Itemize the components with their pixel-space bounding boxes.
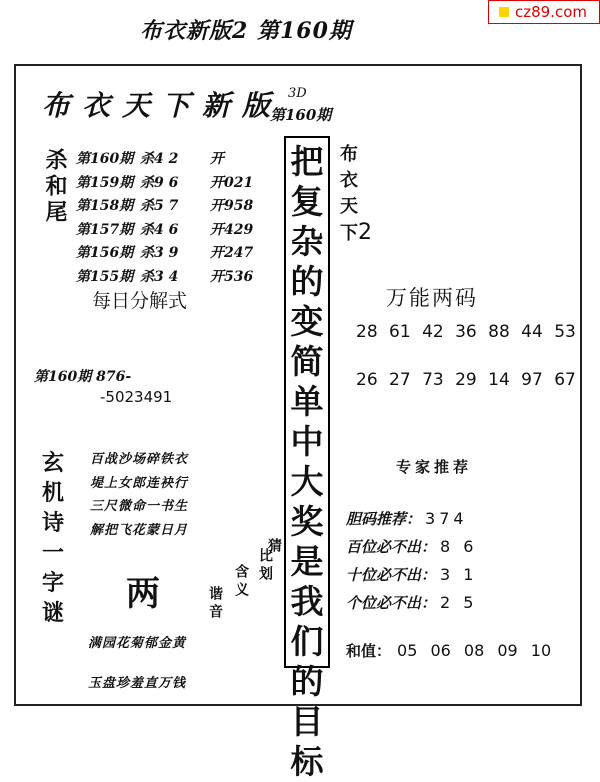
row-open: 开429: [210, 221, 254, 238]
slogan-char: 是: [290, 542, 324, 581]
hundreds-exclude: [346, 536, 477, 557]
slogan-char: 们: [290, 622, 324, 661]
bai-label: 百位必不出：: [346, 538, 437, 556]
side-brand-char: 布: [340, 144, 358, 165]
daily-breakdown-title: 每日分解式: [92, 290, 188, 312]
page-title: 布衣新版2 第160期: [140, 18, 352, 44]
riddle-bottom-line2: 玉盘珍羞直万钱: [88, 676, 187, 691]
riddle-hint: 比划: [257, 548, 273, 584]
hezhi-label: 和值：: [346, 642, 392, 660]
slogan-char: 标: [290, 742, 324, 781]
shi-label: 十位必不出：: [346, 566, 437, 584]
expert-title: 专家推荐: [396, 458, 473, 476]
units-exclude: [346, 592, 477, 613]
dan-recommend: [346, 508, 468, 529]
logo-square-icon: [499, 7, 509, 17]
riddle-hint: 猜: [266, 538, 282, 556]
ge-value: 2 5: [440, 593, 478, 612]
row-issue: 第157期: [76, 221, 134, 238]
sum-values: [346, 640, 551, 661]
poem-line: 百战沙场碎铁衣: [90, 452, 189, 467]
two-codes-row1: 28 61 42 36 88 44 53: [356, 322, 576, 342]
slogan-char: 简: [290, 342, 324, 381]
row-kill: 杀4 2: [140, 151, 179, 167]
hezhi-value: 05 06 08 09 10: [397, 641, 552, 660]
poem-line: 三尺微命一书生: [90, 499, 189, 514]
center-slogan-box: [284, 136, 330, 781]
table-row: [76, 148, 253, 172]
poem-line: 堤上女郎连袂行: [90, 475, 189, 491]
riddle-hint: 含义: [233, 564, 249, 600]
tens-exclude: [346, 564, 477, 585]
issue-number: 第160期: [270, 106, 332, 124]
table-row: [76, 219, 253, 243]
kill-tail-table: [76, 148, 253, 289]
row-kill: 杀3 9: [140, 245, 179, 261]
row-open: 开958: [210, 198, 254, 214]
side-brand-number: 2: [358, 220, 372, 245]
slogan-char: 复: [290, 182, 324, 221]
ge-label: 个位必不出：: [346, 594, 437, 612]
row-kill: 杀3 4: [140, 268, 179, 285]
row-issue: 第156期: [76, 245, 134, 261]
slogan-char: 我: [290, 582, 324, 621]
riddle-hint: 谐音: [207, 586, 223, 622]
slogan-char: 把: [290, 142, 324, 181]
daily-breakdown-line2: -5023491: [100, 388, 173, 406]
slogan-char: 大: [290, 462, 324, 501]
slogan-char: 变: [290, 302, 324, 341]
bai-value: 8 6: [440, 537, 478, 556]
row-kill: 杀5 7: [140, 198, 179, 214]
row-open: 开247: [210, 245, 254, 261]
row-open: 开536: [210, 268, 254, 285]
side-brand-char: 下: [340, 223, 358, 244]
daily-breakdown-line1: 第160期 876-: [34, 369, 132, 385]
slogan-char: 目: [290, 702, 324, 741]
side-brand: [340, 142, 372, 247]
riddle-poem: [90, 448, 188, 542]
side-brand-char: 衣: [340, 170, 358, 191]
row-issue: 第158期: [76, 198, 134, 214]
row-issue: 第159期: [76, 174, 134, 191]
row-open: 开021: [210, 174, 254, 191]
poem-line: 解把飞花蒙日月: [90, 522, 189, 538]
row-issue: 第160期: [76, 151, 134, 167]
riddle-answer: 两: [126, 574, 160, 614]
row-kill: 杀9 6: [140, 174, 179, 191]
slogan-char: 中: [290, 422, 324, 461]
kill-tail-label: 杀和尾: [42, 148, 68, 226]
row-issue: 第155期: [76, 268, 134, 285]
row-open: 开: [210, 151, 224, 167]
side-brand-char: 天: [340, 196, 358, 217]
shi-value: 3 1: [440, 565, 478, 584]
riddle-bottom-line1: 满园花菊郁金黄: [88, 636, 187, 651]
dan-label: 胆码推荐：: [346, 510, 422, 528]
slogan-char: 单: [290, 382, 324, 421]
riddle-label: 玄机诗一字谜: [41, 450, 64, 626]
site-name: cz89.com: [515, 3, 588, 21]
slogan-char: 的: [290, 262, 324, 301]
table-row: [76, 242, 253, 266]
dan-value: 374: [425, 509, 468, 528]
slogan-char: 奖: [290, 502, 324, 541]
two-codes-title: 万能两码: [386, 286, 478, 310]
two-codes-row2: 26 27 73 29 14 97 67: [356, 370, 576, 390]
lottery-type: 3D: [288, 86, 307, 101]
table-row: [76, 195, 253, 219]
site-watermark[interactable]: [488, 0, 600, 24]
row-kill: 杀4 6: [140, 221, 179, 238]
slogan-char: 杂: [290, 222, 324, 261]
brand-title: 布衣天下新版: [42, 89, 283, 122]
slogan-char: 的: [290, 662, 324, 701]
table-row: [76, 172, 253, 196]
